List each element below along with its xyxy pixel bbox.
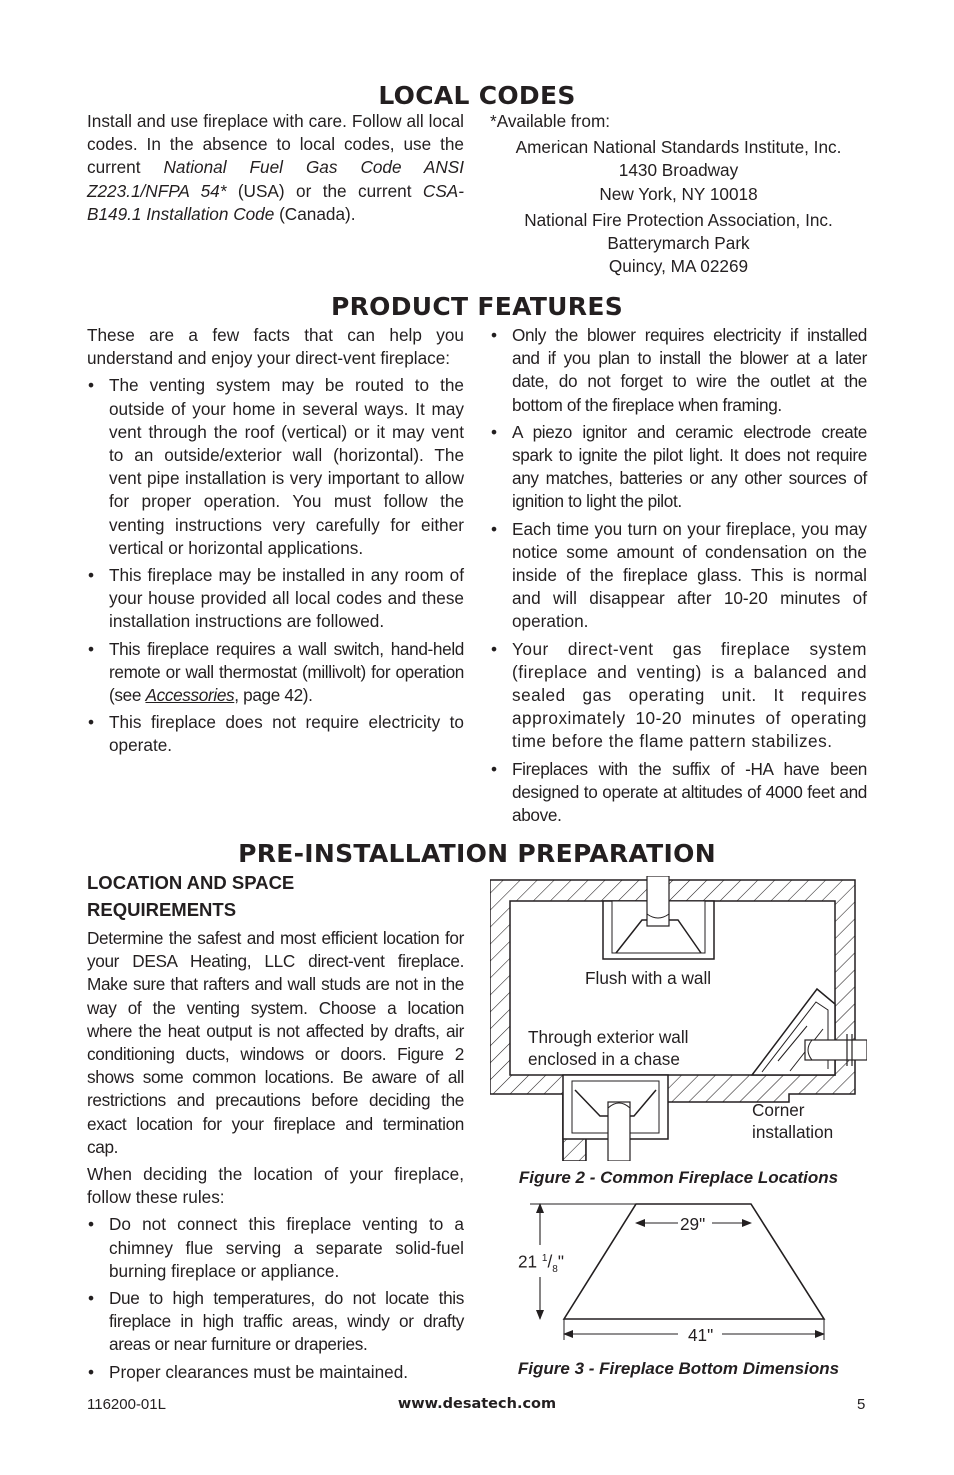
local-codes-paragraph — [87, 110, 464, 226]
ansi-address — [490, 136, 867, 206]
local-codes-heading: LOCAL CODES — [378, 81, 576, 110]
list-item: • A piezo ignitor and ceramic electrode create spark to ignite the pilot light. It does not require any matches, batteries or any other sources of ignition to light the pilot. — [490, 421, 867, 514]
list-item: • This fireplace does not require electricity to operate. — [87, 711, 464, 757]
label-flush-with-wall: Flush with a wall — [585, 968, 712, 988]
text-run: (Canada). — [274, 203, 356, 224]
product-features-left-list — [87, 374, 464, 757]
part-number: 116200-01L — [87, 1396, 166, 1413]
list-item: • The venting system may be routed to the outside of your home in several ways. It may vent through the roof (vertical) or it may vent to an outside/exterior wall (horizontal). The vent pipe installation is very important to allow for proper operation. You must follow the venting instructions very carefully for either vertical or horizontal applications. — [87, 374, 464, 560]
rules-intro: When deciding the location of your fireplace, follow these rules: — [87, 1164, 464, 1208]
available-from-block — [490, 110, 867, 278]
nfpa-address — [490, 209, 867, 279]
product-features-heading: PRODUCT FEATURES — [330, 292, 624, 321]
figure-3-diagram — [490, 1195, 867, 1360]
list-item: • Your direct-vent gas fireplace system (fireplace and venting) is a balanced and sealed gas operating unit. It requires approximately 10-20 minutes of operating time before the flame pattern stabilizes. — [490, 638, 867, 754]
text-run: (USA) or the current — [226, 180, 423, 201]
pre-installation-heading: PRE-INSTALLATION PREPARATION — [238, 839, 716, 868]
dimension-height: 21 $^1/_8$" — [518, 1251, 564, 1276]
ansi-name: American National Standards Institute, Inc. — [515, 137, 842, 158]
list-item: • Only the blower requires electricity if installed and if you plan to install the blower at a later date, do not forget to wire the outlet at the bottom of the fireplace when framing. — [490, 324, 867, 417]
list-item: • Each time you turn on your fireplace, you may notice some amount of condensation on the inside of the fireplace glass. This is normal and will disappear after 10-20 minutes of operation. — [490, 518, 867, 634]
nfpa-name: National Fire Protection Association, Inc. — [524, 209, 833, 230]
website-link[interactable]: www.desatech.com — [397, 1396, 557, 1412]
figure-2-caption: Figure 2 - Common Fireplace Locations — [518, 1168, 839, 1187]
location-paragraph: Determine the safest and most efficient location for your DESA Heating, LLC direct-vent fireplace. Make sure that rafters and wall studs are not in the way of the venting system. Choose a location where the heat output is not affected by drafts, air conditioning ducts, windows or doors. Figure 2 shows some common locations. Be aware of all restrictions and precautions before deciding the exact location for your fireplace and termination cap. — [87, 928, 464, 1157]
ansi-city: New York, NY 10018 — [599, 183, 758, 204]
page-number: 5 — [857, 1396, 866, 1413]
code-reference: National Fuel Gas Code ANSI Z223.1/NFPA 54* — [87, 157, 464, 201]
ansi-street: 1430 Broadway — [618, 160, 739, 181]
label-corner-installation: Corner installation — [752, 1100, 834, 1142]
list-item: • This fireplace requires a wall switch, hand-held remote or wall thermostat (millivolt) for operation (see Accessories, page 42). — [87, 638, 464, 708]
product-features-right-list — [490, 324, 867, 827]
dimension-top-width: 29" — [680, 1214, 706, 1234]
list-item: • Do not connect this fireplace venting to a chimney flue serving a separate solid-fuel burning fireplace or appliance. — [87, 1213, 464, 1283]
dimension-bottom-width: 41" — [688, 1325, 714, 1345]
figure-3-caption: Figure 3 - Fireplace Bottom Dimensions — [517, 1359, 840, 1378]
accessories-link[interactable]: Accessories — [145, 685, 235, 706]
text-run: Install and use fireplace with care. Follow all local codes. In the absence to local codes, use the current — [87, 111, 464, 178]
pre-installation-left-column — [87, 869, 464, 1388]
list-item: • Proper clearances must be maintained. — [87, 1361, 464, 1384]
list-item: • Fireplaces with the suffix of -HA have been designed to operate at altitudes of 4000 feet and above. — [490, 758, 867, 828]
product-features-intro: These are a few facts that can help you understand and enjoy your direct-vent fireplace: — [87, 325, 464, 369]
location-rules-list — [87, 1213, 464, 1383]
local-codes-text — [87, 110, 464, 230]
list-item: • Due to high temperatures, do not locate this fireplace in high traffic areas, windy or drafty areas or near furniture or draperies. — [87, 1287, 464, 1357]
list-item: • This fireplace may be installed in any room of your house provided all local codes and these installation instructions are followed. — [87, 564, 464, 634]
nfpa-street: Batterymarch Park — [607, 233, 750, 254]
product-features-right-column — [490, 324, 867, 831]
location-requirements-subheading: LOCATION AND SPACE REQUIREMENTS — [87, 872, 295, 920]
figure-2-diagram — [490, 876, 867, 1161]
code-reference: CSA-B149.1 Installation Code — [87, 180, 464, 224]
label-through-exterior-wall: Through exterior wall enclosed in a chase — [528, 1027, 689, 1069]
available-from-label: *Available from: — [490, 111, 611, 131]
product-features-left-column — [87, 324, 464, 762]
nfpa-city: Quincy, MA 02269 — [608, 256, 749, 277]
